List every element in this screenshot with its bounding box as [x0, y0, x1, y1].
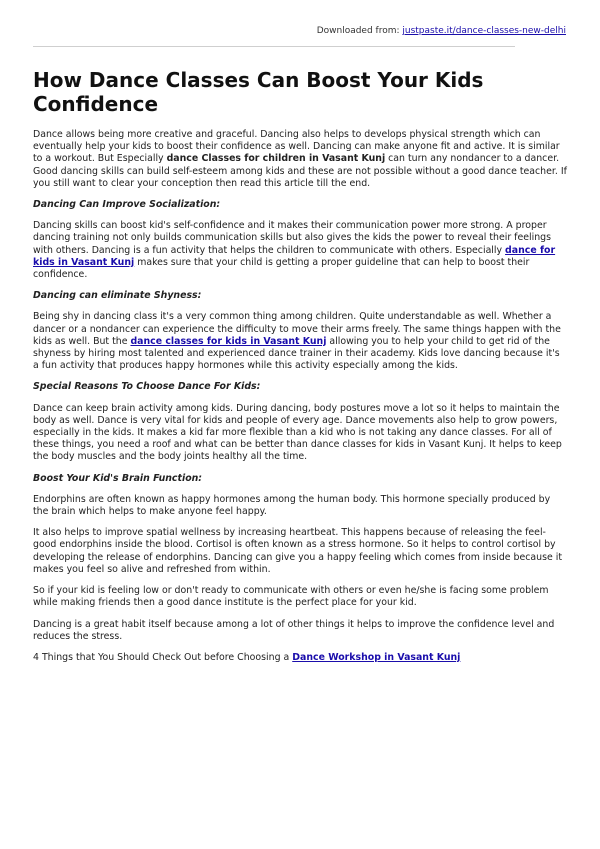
section-heading-shyness: Dancing can eliminate Shyness:: [33, 290, 202, 302]
brain-function-paragraph-3: So if your kid is feeling low or don't ready to communicate with others or even he/she is facing some problem while making friends then a good dance institute is the perfect place for your kid.: [33, 585, 549, 609]
dance-classes-for-kids-link[interactable]: dance classes for kids in Vasant Kunj: [130, 335, 327, 347]
brain-function-paragraph-1: Endorphins are often known as happy hormones among the human body. This hormone specially produced by the brain which helps to make anyone feel happy.: [33, 493, 551, 518]
article-body: [33, 68, 568, 673]
intro-text-1: Dance allows being more creative and graceful. Dancing also helps to develops physical strength which can eventually help your kids to boost their confidence as well. Dancing can make anyone fit and active. It is similar to a workout. But Especially: [33, 129, 560, 165]
download-source: [317, 26, 566, 36]
dance-for-kids-link[interactable]: dance for kids in Vasant Kunj: [33, 244, 556, 268]
intro-paragraph: [33, 129, 568, 190]
header-divider: [33, 46, 515, 47]
intro-text-2: can turn any nondancer to a dancer. Good dancing skills can build self-esteem among kids and these are not possible without a good dance teacher. If you still want to clear your conception then read this article till the end.: [33, 153, 567, 189]
section-heading-socialization: Dancing Can Improve Socialization:: [33, 199, 221, 211]
source-link[interactable]: justpaste.it/dance-classes-new-delhi: [402, 26, 566, 36]
socialization-text-2: makes sure that your child is getting a proper guideline that can help to boost their confidence.: [33, 256, 530, 281]
socialization-paragraph: [33, 220, 568, 281]
closing-text: 4 Things that You Should Check Out before Choosing a: [33, 651, 293, 663]
brain-function-paragraph-2: It also helps to improve spatial wellness by increasing heartbeat. This happens because of releasing the feel-good endorphins inside the blood. Cortisol is often known as a stress hormone. So it helps to control cortisol by developing the release of endorphins. Dancing can give you a happy feeling which comes from inside because it makes you feel so alive and refreshed from within.: [33, 527, 563, 575]
dance-workshop-link[interactable]: Dance Workshop in Vasant Kunj: [292, 651, 461, 663]
download-source-label: Downloaded from:: [316, 26, 403, 36]
closing-paragraph: [33, 652, 568, 664]
intro-bold-phrase: dance Classes for children in Vasant Kunj: [166, 153, 386, 165]
article-title: How Dance Classes Can Boost Your Kids Confidence: [33, 68, 484, 116]
shyness-text-1: Being shy in dancing class it's a very common thing among children. Quite understandable as well. Whether a dancer or a nondancer can experience the difficulty to move their arms freely. The same things happen with the kids as well. But the: [33, 311, 561, 347]
shyness-text-2: allowing you to help your child to get rid of the shyness by hiring most talented and experienced dance trainer in their academy. Kids love dancing because it's a fun activity that produces happy hormones while this activity especially among the kids.: [33, 335, 560, 372]
socialization-text-1: Dancing skills can boost kid's self-confidence and it makes their communication power more strong. A proper dancing training not only builds communication skills but also gives the kids the power to reveal their feelings with others. Dancing is a fun activity that helps the children to communicate with others. Especially: [33, 220, 551, 256]
section-heading-special-reasons: Special Reasons To Choose Dance For Kids:: [33, 381, 261, 393]
special-reasons-paragraph: Dance can keep brain activity among kids. During dancing, body postures move a lot so it helps to maintain the body as well. Dance is very vital for kids and people of every age. Dance movements also help to grow powers, especially in the kids. It makes a kid far more flexible than a kid who is not taking any dance classes. For all of these things, you need a roof and what can be better than dance classes for kids in Vasant Kunj. It helps to keep the body muscles and the body joints healthy all the time.: [33, 402, 562, 463]
section-heading-brain-function: Boost Your Kid's Brain Function:: [33, 472, 203, 484]
shyness-paragraph: [33, 311, 568, 372]
brain-function-paragraph-4: Dancing is a great habit itself because among a lot of other things it helps to improve the confidence level and reduces the stress.: [33, 618, 555, 642]
